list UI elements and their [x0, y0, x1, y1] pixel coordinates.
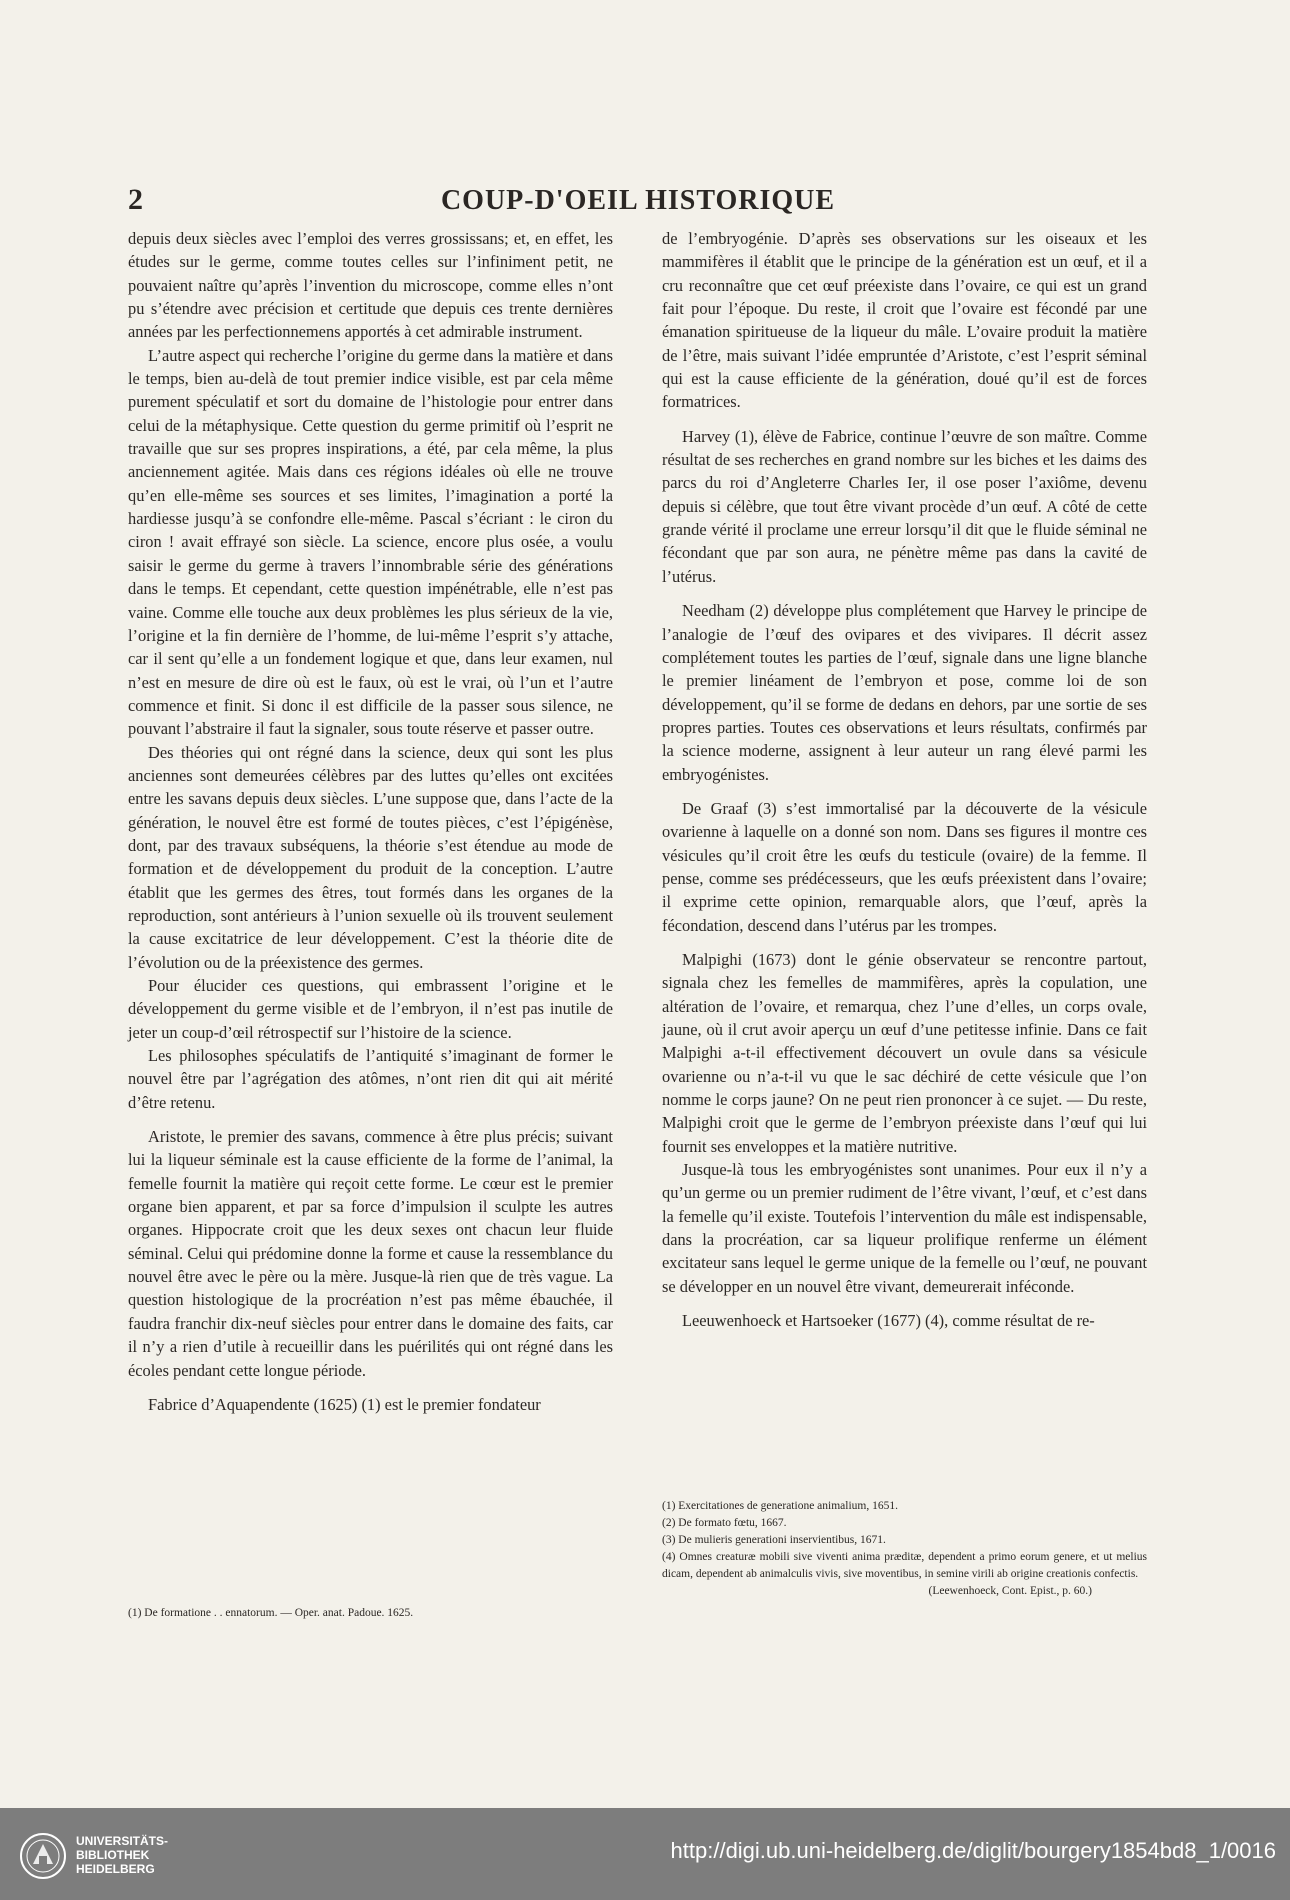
paragraph: Aristote, le premier des savans, commence à être plus précis; suivant lui la liqueur séminale est la cause efficiente de la forme de l’animal, la femelle fournit la matière qui reçoit cette forme. Le cœur est le premier organe bien apparent, et par sa force d’impulsion il sculpte les autres organes. Hippocrate croit que les deux sexes ont chacun leur fluide séminal. Celui qui prédomine donne la forme et cause la ressemblance du nouvel être avec le père ou la mère. Jusque-là rien que de très vague. La question histologique de la procréation n’est pas même ébauchée, il faudra franchir dix-neuf siècles pour entrer dans le domaine des faits, car il n’y a rien d’utile à recueillir dans les puérilités qui ont régné dans les écoles pendant cette longue période.	[128, 1127, 613, 1380]
library-name-line: HEIDELBERG	[76, 1862, 155, 1876]
paragraph: Malpighi (1673) dont le génie observateur se rencontre partout, signala chez les femelles de mammifères, après la copulation, une altération de l’ovaire, et remarqua, chez l’une d’elles, un corps ovale, jaune, où il crut avoir aperçu un œuf d’une petitesse infinie. Dans ce fait Malpighi a-t-il effectivement découvert un ovule dans sa vésicule ovarienne ou n’a-t-il vu que le sac déchiré de cette vésicule que l’on nomme le corps jaune? On ne peut rien prononcer à ce sujet. — Du reste, Malpighi croit que le germe de l’embryon préexiste dans l’œuf qui lui fournit ses enveloppes et la matière nutritive.	[662, 949, 1147, 1156]
paragraph: Needham (2) développe plus complétement que Harvey le principe de l’analogie de l’œuf des ovipares et des vivipares. Il décrit assez complétement toutes les parties de l’œuf, signale dans une ligne blanche le premier linéament de l’embryon et pose, comme loi de son développement, qu’il se forme de dedans en dehors, par une sortie de ses propres parties. Toutes ces observations et leurs résultats, confirmés par la science moderne, assignent à leur auteur un rang élevé parmi les embryogénistes.	[662, 601, 1147, 784]
paragraph: Pour élucider ces questions, qui embrassent l’origine et le développement du germe visible et de l’embryon, il n’est pas inutile de jeter un coup-d’œil rétrospectif sur l’histoire de la science.	[128, 976, 613, 1042]
footnote: (3) De mulieris generationi inservientibus, 1671.	[662, 1534, 886, 1546]
library-name-line: UNIVERSITÄTS-	[76, 1834, 169, 1848]
footnote-citation: (Leewenhoeck, Cont. Epist., p. 60.)	[928, 1585, 1092, 1597]
paragraph: L’autre aspect qui recherche l’origine du germe dans la matière et dans le temps, bien au-delà de tout premier indice visible, est par cela même purement spéculatif et sort du domaine de l’histologie pour entrer dans celui de la métaphysique. Cette question du germe primitif où l’esprit ne travaille que sur ses propres inspirations, a été, par cela même, la plus anciennement agitée. Mais dans ces régions idéales où elle ne trouve qu’en elle-même ses sources et ses limites, l’imagination a porté la hardiesse jusqu’à se confondre elle-même. Pascal s’écriant : le ciron du ciron ! avait effrayé son siècle. La science, encore plus osée, a voulu saisir le germe du germe à travers l’innombrable série des générations dans le temps. Et cependant, cette question impénétrable, elle n’est pas vaine. Comme elle touche aux deux problèmes les plus sérieux de la vie, l’origine et la fin dernière de l’homme, de lui-même l’esprit s’y attache, car il sent qu’elle a un fondement logique et que, dans leur examen, nul n’est en mesure de dire où est le faux, où est le vrai, où l’un et l’autre commence et finit. Si donc il est difficile de la passer sous silence, ne pouvant l’abstraire il faut la signaler, sous toute réserve et passer outre.	[128, 345, 613, 739]
paragraph: De Graaf (3) s’est immortalisé par la découverte de la vésicule ovarienne à laquelle on a donné son nom. Dans ses figures il montre ces vésicules qu’il croit être les œufs du testicule (ovaire) de la femme. Il pense, comme ses prédécesseurs, que les œufs préexistent dans l’ovaire; il exprime cette opinion, remarquable alors, que l’œuf, après la fécondation, descend dans l’utérus par les trompes.	[662, 798, 1147, 935]
paragraph: Jusque-là tous les embryogénistes sont unanimes. Pour eux il n’y a qu’un germe ou un premier rudiment de l’être vivant, l’œuf, et c’est dans la femelle qu’il existe. Toutefois l’intervention du mâle est indispensable, dans la procréation, car sa liqueur prolifique renferme un élément excitateur sans lequel le germe unique de la femelle ou l’œuf, ne pouvant se développer en un nouvel être vivant, demeurerait inféconde.	[662, 1160, 1147, 1296]
library-name	[76, 1834, 168, 1876]
footnote: (2) De formato fœtu, 1667.	[662, 1517, 787, 1529]
university-seal-icon	[18, 1830, 68, 1882]
right-column	[662, 227, 1147, 1332]
library-footer	[0, 1808, 1290, 1900]
right-footnotes	[662, 1498, 1147, 1600]
paragraph: Les philosophes spéculatifs de l’antiquité s’imaginant de former le nouvel être par l’agrégation des atômes, n’ont rien dit qui ait mérité d’être retenu.	[128, 1046, 613, 1112]
paragraph: de l’embryogénie. D’après ses observations sur les oiseaux et les mammifères il établit que le principe de la génération est un œuf, et il a cru reconnaître que cet œuf préexiste dans l’ovaire, ce qui est un grand fait pour l’époque. Du reste, il croit que l’ovaire est fécondé par une émanation spiritueuse de la liqueur du mâle. L’ovaire produit la matière de l’être, mais suivant l’idée empruntée d’Aristote, c’est l’esprit séminal qui est la cause efficiente de la génération, doué qu’il est de forces formatrices.	[662, 229, 1147, 412]
paragraph: Des théories qui ont régné dans la science, deux qui sont les plus anciennes sont demeurées célèbres par des luttes qu’elles ont excitées entre les savans depuis deux siècles. L’une suppose que, dans l’acte de la génération, le nouvel être est formé de toutes pièces, c’est l’épigénèse, dont, par des travaux subséquens, la théorie s’est étendue au mode de formation et de développement du produit de la conception. L’autre établit que les germes des êtres, tout formés dans les organes de la reproduction, sont antérieurs à l’union sexuelle où ils trouvent seulement la cause excitatrice de leur développement. C’est la théorie dite de l’évolution ou de la préexistence des germes.	[128, 742, 613, 972]
footnote: (1) Exercitationes de generatione animalium, 1651.	[662, 1500, 898, 1512]
running-title: COUP-D'OEIL HISTORIQUE	[440, 185, 836, 216]
left-footnote: (1) De formatione . . ennatorum. — Oper. anat. Padoue. 1625.	[128, 1607, 414, 1619]
footnote: (4) Omnes creaturæ mobili sive viventi anima præditæ, dependent a primo eorum genere, et ut melius dicam, dependent ab animalculis vivis, sive moventibus, in semine virili ab origine creationis confectis.	[662, 1551, 1147, 1580]
page-header	[128, 183, 1148, 223]
library-name-line: BIBLIOTHEK	[76, 1848, 150, 1862]
page-number: 2	[128, 183, 143, 216]
paragraph: Fabrice d’Aquapendente (1625) (1) est le premier fondateur	[148, 1394, 541, 1414]
paragraph: Harvey (1), élève de Fabrice, continue l’œuvre de son maître. Comme résultat de ses recherches en grand nombre sur les biches et les daims des parcs du roi d’Angleterre Charles Ier, il ose poser l’axiôme, devenu depuis si célèbre, que tout être vivant procède d’un œuf. A côté de cette grande vérité il proclame une erreur lorsqu’il dit que le fluide séminal ne fécondant que par son aura, ne pénètre même pas dans la cavité de l’utérus.	[662, 426, 1147, 586]
source-url[interactable]: http://digi.ub.uni-heidelberg.de/diglit/bourgery1854bd8_1/0016	[670, 1838, 1276, 1863]
paragraph: depuis deux siècles avec l’emploi des verres grossissans; et, en effet, les études sur le germe, comme toutes celles sur l’infiniment petit, ne pouvaient naître qu’après l’invention du microscope, comme elles n’ont pu s’étendre avec précision et certitude que depuis ces trente dernières années par les perfectionnemens apportés à cet admirable instrument.	[128, 229, 613, 342]
left-column	[128, 227, 613, 1416]
paragraph: Leeuwenhoeck et Hartsoeker (1677) (4), comme résultat de re-	[682, 1311, 1095, 1331]
